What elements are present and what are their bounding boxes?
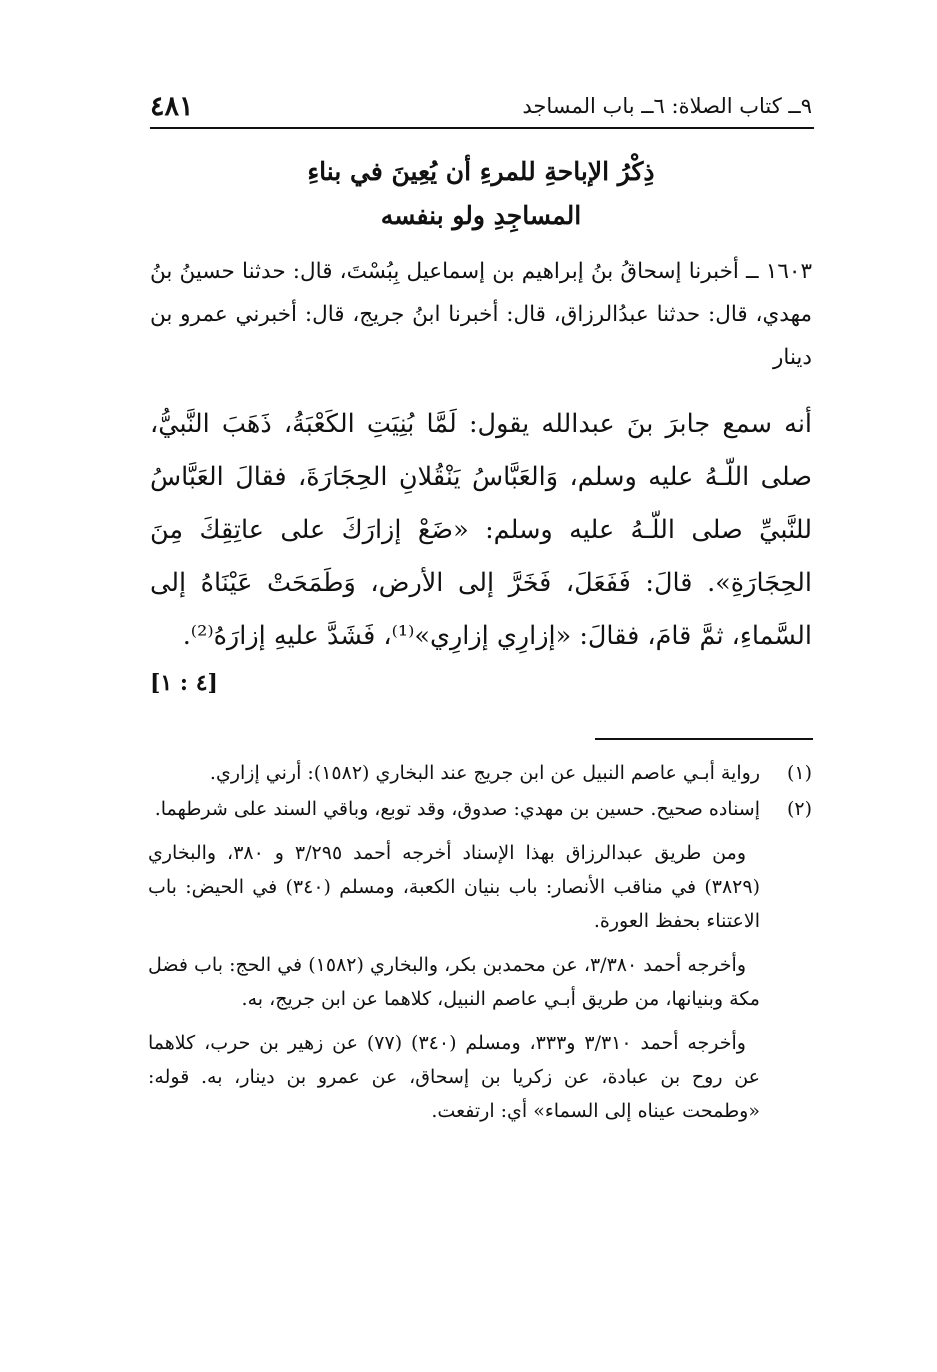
footnote-number: (١) <box>786 762 812 784</box>
hadith-text: أنه سمع جابرَ بنَ عبدالله يقول: لَمَّا بُنِيَتِ الكَعْبَةُ، ذَهَبَ النَّبيُّ، صلى اللّـهُ عليه وسلم، وَالعَبَّاسُ يَنْقُلانِ الحِجَارَةَ، فقالَ العَبَّاسُ للنَّبيِّ صلى اللّـهُ عليه وسلم: «ضَعْ إزارَكَ على عاتِقِكَ مِنَ الحِجَارَةِ». قالَ: فَفَعَلَ، فَخَرَّ إلى الأرض، وَطَمَحَتْ عَيْنَاهُ إلى السَّماءِ، ثمَّ قامَ، فقالَ: «إزارِي إزارِي»⁽¹⁾، فَشَدَّ عليهِ إزارَهُ⁽²⁾. <box>150 409 813 651</box>
footnote-paragraph: وأخرجه أحمد ٣/٣١٠ و٣٣٣، ومسلم (٣٤٠) (٧٧) عن زهير بن حرب، كلاهما عن روح بن عبادة، عن زكريا بن إسحاق، عن عمرو بن دينار، به. قوله: «وطمحت عيناه إلى السماء» أي: ارتفعت. <box>148 1032 760 1122</box>
hadith-reference: [٤ : ١] <box>150 670 218 696</box>
footnote-paragraph: ومن طريق عبدالرزاق بهذا الإسناد أخرجه أحمد ٣/٢٩٥ و ٣٨٠، والبخاري (٣٨٢٩) في مناقب الأنصار: باب بنيان الكعبة، ومسلم (٣٤٠) في الحيض: باب الاعتناء بحفظ العورة. <box>148 842 760 932</box>
footnote <box>148 756 812 790</box>
footnote-divider <box>595 738 813 740</box>
footnote-text: إسناده صحيح. حسين بن مهدي: صدوق، وقد توبع، وباقي السند على شرطهما. <box>154 798 760 820</box>
footnote-number: (٢) <box>786 798 812 820</box>
chapter-title-line-1: ذِكْرُ الإباحةِ للمرءِ أن يُعِينَ في بناءِ <box>307 157 655 186</box>
chapter-title <box>150 150 812 238</box>
chapter-title-line-2: المساجِدِ ولو بنفسه <box>380 201 582 230</box>
page-number: ٤٨١ <box>150 90 194 122</box>
footnotes-section <box>148 756 812 1128</box>
footnote-text: رواية أبـي عاصم النبيل عن ابن جريج عند البخاري (١٥٨٢): أرني إزاري. <box>209 762 760 784</box>
header-divider <box>150 127 814 129</box>
page-header <box>150 86 812 126</box>
footnote <box>148 792 812 826</box>
running-head: ٩ــ كتاب الصلاة: ٦ــ باب المساجد <box>522 94 812 118</box>
footnote-paragraph: وأخرجه أحمد ٣/٣٨٠، عن محمدبن بكر، والبخاري (١٥٨٢) في الحج: باب فضل مكة وبنيانها، من طريق أبـي عاصم النبيل، كلاهما عن ابن جريج، به. <box>148 954 760 1010</box>
hadith-chain-of-narration: ١٦٠٣ ــ أخبرنا إسحاقُ بنُ إبراهيم بن إسماعيل بِبُسْتَ، قال: حدثنا حسينُ بنُ مهدي، قال: حدثنا عبدُالرزاق، قال: أخبرنا ابنُ جريج، قال: أخبرني عمرو بن دينار <box>150 259 812 370</box>
